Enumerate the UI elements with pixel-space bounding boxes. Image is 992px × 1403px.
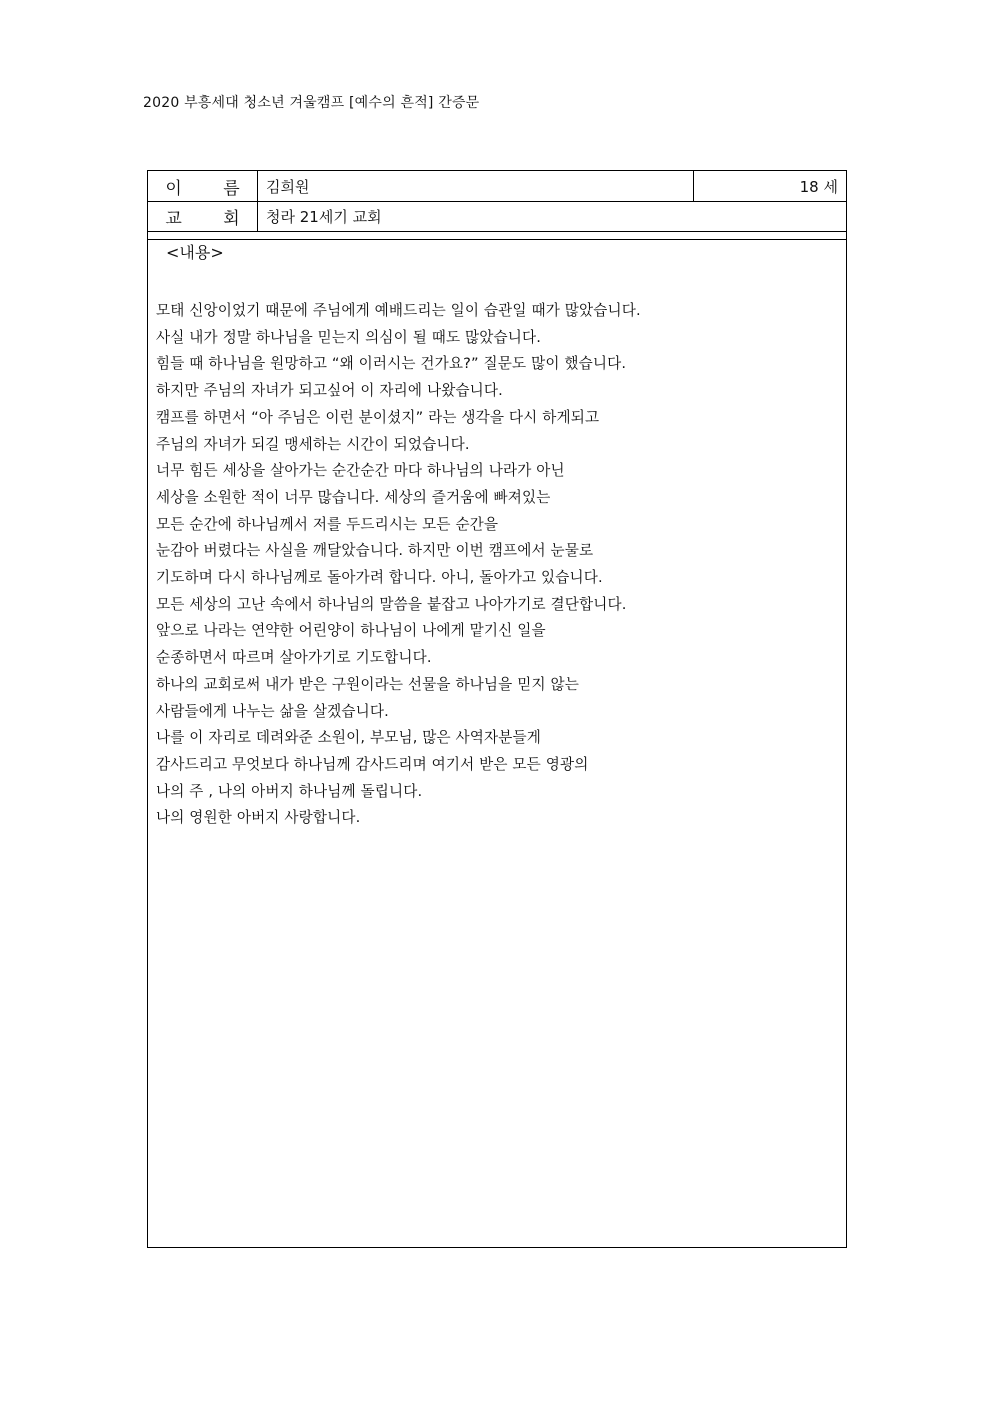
church-row — [148, 202, 846, 232]
content-line: 모태 신앙이었기 때문에 주님에게 예배드리는 일이 습관일 때가 많았습니다. — [156, 302, 641, 319]
content-line: 나의 영원한 아버지 사랑합니다. — [156, 809, 361, 827]
testimony-form — [147, 170, 847, 1248]
document-title: 2020 부흥세대 청소년 겨울캠프 [예수의 흔적] 간증문 — [143, 95, 480, 111]
content-label: <내용> — [166, 243, 224, 262]
content-line: 나의 주 , 나의 아버지 하나님께 돌립니다. — [156, 782, 423, 800]
content-line: 모든 세상의 고난 속에서 하나님의 말씀을 붙잡고 나아가기로 결단합니다. — [156, 595, 627, 613]
divider-row — [148, 232, 846, 240]
name-label: 이 름 — [148, 171, 258, 201]
content-line: 앞으로 나라는 연약한 어린양이 하나님이 나에게 맡기신 일을 — [156, 622, 546, 640]
content-line: 사람들에게 나누는 삶을 살겠습니다. — [156, 702, 389, 720]
church-value: 청라 21세기 교회 — [266, 208, 382, 226]
content-section — [148, 240, 846, 832]
age-value: 18 세 — [799, 177, 838, 196]
church-label: 교 회 — [148, 202, 258, 231]
content-line: 사실 내가 정말 하나님을 믿는지 의심이 될 때도 많았습니다. — [156, 328, 542, 346]
content-line: 주님의 자녀가 되길 맹세하는 시간이 되었습니다. — [156, 435, 470, 453]
content-line: 세상을 소원한 적이 너무 많습니다. 세상의 즐거움에 빠져있는 — [156, 488, 551, 506]
content-line: 감사드리고 무엇보다 하나님께 감사드리며 여기서 받은 모든 영광의 — [156, 755, 589, 773]
name-row — [148, 171, 846, 202]
content-line: 캠프를 하면서 “아 주님은 이런 분이셨지” 라는 생각을 다시 하게되고 — [156, 408, 600, 426]
name-value: 김희원 — [258, 171, 694, 201]
content-line: 힘들 때 하나님을 원망하고 “왜 이러시는 건가요?” 질문도 많이 했습니다. — [156, 355, 627, 373]
content-line: 하나의 교회로써 내가 받은 구원이라는 선물을 하나님을 믿지 않는 — [156, 675, 579, 693]
content-line: 모든 순간에 하나님께서 저를 두드리시는 모든 순간을 — [156, 515, 499, 533]
content-line: 하지만 주님의 자녀가 되고싶어 이 자리에 나왔습니다. — [156, 382, 503, 400]
content-body — [156, 298, 846, 832]
content-line: 기도하며 다시 하나님께로 돌아가려 합니다. 아니, 돌아가고 있습니다. — [156, 569, 603, 587]
content-line: 나를 이 자리로 데려와준 소원이, 부모님, 많은 사역자분들게 — [156, 729, 542, 747]
content-line: 너무 힘든 세상을 살아가는 순간순간 마다 하나님의 나라가 아닌 — [156, 462, 565, 480]
content-line: 순종하면서 따르며 살아가기로 기도합니다. — [156, 649, 432, 667]
content-line: 눈감아 버렸다는 사실을 깨달았습니다. 하지만 이번 캠프에서 눈물로 — [156, 542, 594, 560]
